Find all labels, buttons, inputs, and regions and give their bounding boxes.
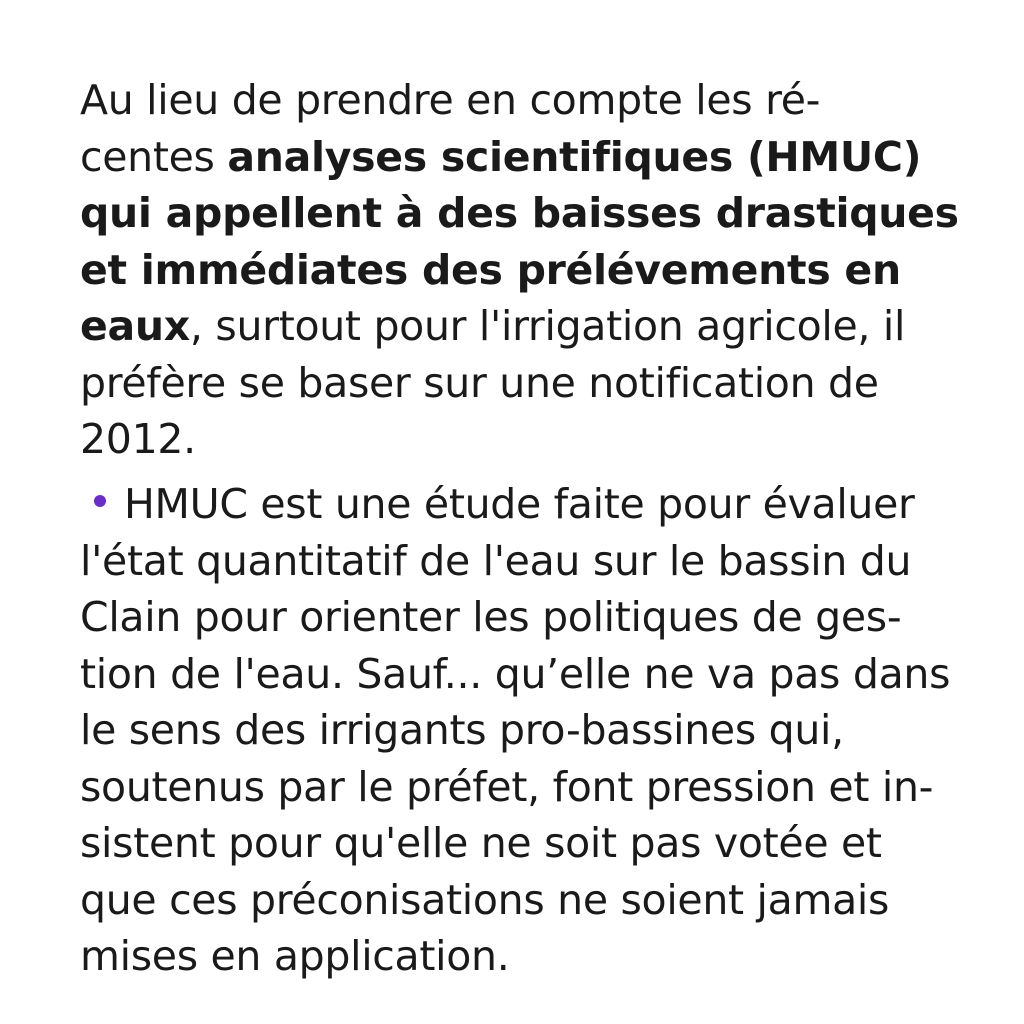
paragraph-line <box>80 298 960 355</box>
paragraph-line <box>80 355 960 412</box>
text-run: tion de l'eau. Sauf... qu’elle ne va pas dans <box>80 649 951 698</box>
paragraph-line <box>80 242 960 299</box>
paragraph-line <box>80 72 960 129</box>
bold-text-run: et immédiates des prélévements en <box>80 245 901 294</box>
text-run: HMUC est une étude faite pour évaluer <box>124 480 915 528</box>
paragraph-line <box>80 411 960 468</box>
bullet-dot-icon <box>94 495 106 507</box>
bullet-paragraph-hmuc <box>80 476 960 985</box>
paragraph-line <box>80 129 960 186</box>
paragraph-line <box>80 589 960 646</box>
paragraph-line <box>80 533 960 590</box>
text-run: centes <box>80 132 228 181</box>
text-run: Au lieu de prendre en compte les ré- <box>80 76 821 124</box>
paragraph-line <box>80 476 960 533</box>
paragraph-line <box>80 759 960 816</box>
paragraph-line <box>80 702 960 759</box>
bold-text-run: eaux <box>80 302 190 350</box>
paragraph-line <box>80 646 960 703</box>
paragraph-intro <box>80 72 960 468</box>
paragraph-line <box>80 815 960 872</box>
text-run: l'état quantitatif de l'eau sur le bassin du <box>80 536 912 585</box>
text-run: que ces préconisations ne soient jamais <box>80 875 890 924</box>
paragraph-line <box>80 872 960 929</box>
paragraph-line <box>80 185 960 242</box>
text-run: , surtout pour l'irrigation agricole, il <box>189 302 906 350</box>
text-run: soutenus par le préfet, font pression et in- <box>80 762 934 811</box>
text-run: mises en application. <box>80 932 510 980</box>
paragraph-line <box>80 928 960 985</box>
text-run: sistent pour qu'elle ne soit pas votée et <box>80 819 882 867</box>
text-run: Clain pour orienter les politiques de ges- <box>80 593 902 641</box>
bold-text-run: qui appellent à des baisses drastiques <box>80 189 959 237</box>
text-run: 2012. <box>80 415 196 463</box>
text-run: le sens des irrigants pro-bassines qui, <box>80 706 844 754</box>
text-run: préfère se baser sur une notification de <box>80 358 879 407</box>
bold-text-run: analyses scientifiques (HMUC) <box>227 132 922 181</box>
